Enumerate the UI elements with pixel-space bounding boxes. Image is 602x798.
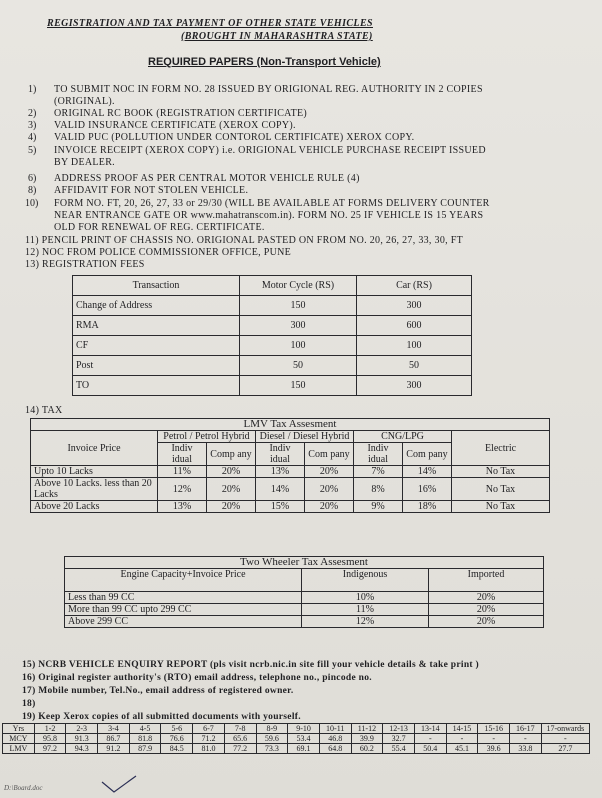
document-subtitle: REQUIRED PAPERS (Non-Transport Vehicle) xyxy=(148,56,381,68)
table-cell: 20% xyxy=(429,592,544,604)
column-header: 3-4 xyxy=(98,724,130,734)
table-header-row xyxy=(73,276,472,296)
item-text: 12) NOC FROM POLICE COMMISSIONER OFFICE, PUNE xyxy=(25,247,292,258)
column-header: 4-5 xyxy=(129,724,161,734)
item-number: 6) xyxy=(28,173,37,184)
column-header: 6-7 xyxy=(193,724,225,734)
table-cell: 150 xyxy=(240,376,357,396)
table-cell: 11% xyxy=(302,604,429,616)
column-header: 5-6 xyxy=(161,724,193,734)
item-text: AFFIDAVIT FOR NOT STOLEN VEHICLE. xyxy=(54,185,249,196)
table-row xyxy=(73,356,472,376)
table-row xyxy=(73,316,472,336)
column-header: 9-10 xyxy=(288,724,320,734)
two-wheeler-tax-table xyxy=(64,556,544,628)
table-cell: 11% xyxy=(158,466,207,478)
table-cell: 45.1 xyxy=(446,744,478,754)
item-text: 13) REGISTRATION FEES xyxy=(25,259,145,270)
table-cell: Above 10 Lacks. less than 20 Lacks xyxy=(31,478,158,501)
table-cell: - xyxy=(541,734,589,744)
table-header-row xyxy=(31,431,550,443)
column-subheader: Indiv idual xyxy=(354,443,403,466)
table-cell: 13% xyxy=(256,466,305,478)
column-header: CNG/LPG xyxy=(354,431,452,443)
table-cell: Upto 10 Lacks xyxy=(31,466,158,478)
column-header: 17-onwards xyxy=(541,724,589,734)
table-cell: LMV xyxy=(3,744,35,754)
table-cell: 12% xyxy=(302,616,429,628)
pen-mark-icon xyxy=(100,774,140,796)
table-cell: 9% xyxy=(354,501,403,513)
column-header: 8-9 xyxy=(256,724,288,734)
table-row xyxy=(65,616,544,628)
table-cell: 14% xyxy=(256,478,305,501)
item-text: FORM NO. FT, 20, 26, 27, 33 or 29/30 (WILL BE AVAILABLE AT FORMS DELIVERY COUNTER xyxy=(54,198,490,209)
item-number: 2) xyxy=(28,108,37,119)
table-cell: 13% xyxy=(158,501,207,513)
item-number: 10) xyxy=(25,198,39,209)
table-cell: 55.4 xyxy=(383,744,415,754)
table-cell: 20% xyxy=(305,501,354,513)
table-cell: 20% xyxy=(429,604,544,616)
column-header: 2-3 xyxy=(66,724,98,734)
depreciation-table xyxy=(2,723,590,754)
table-cell: 46.8 xyxy=(319,734,351,744)
table-cell: 91.3 xyxy=(66,734,98,744)
table-cell: 100 xyxy=(240,336,357,356)
table-row xyxy=(31,478,550,501)
column-header: 12-13 xyxy=(383,724,415,734)
column-header: Electric xyxy=(452,431,550,466)
table-row xyxy=(73,336,472,356)
table-cell: 69.1 xyxy=(288,744,320,754)
tax-section-label: 14) TAX xyxy=(25,405,63,416)
table-header-row xyxy=(3,724,590,734)
table-cell: 91.2 xyxy=(98,744,130,754)
column-header: Engine Capacity+Invoice Price xyxy=(65,569,302,592)
item-text: 18) xyxy=(22,699,36,709)
table-cell: 94.3 xyxy=(66,744,98,754)
column-header: Imported xyxy=(429,569,544,592)
table-cell: 12% xyxy=(158,478,207,501)
table-cell: 87.9 xyxy=(129,744,161,754)
table-cell: 76.6 xyxy=(161,734,193,744)
table-cell: Change of Address xyxy=(73,296,240,316)
table-cell: 7% xyxy=(354,466,403,478)
column-header: Petrol / Petrol Hybrid xyxy=(158,431,256,443)
item-text: BY DEALER. xyxy=(54,157,115,168)
table-cell: 50 xyxy=(357,356,472,376)
table-cell: 27.7 xyxy=(541,744,589,754)
item-text: 15) NCRB VEHICLE ENQUIRY REPORT (pls visit ncrb.nic.in site fill your vehicle details & take print ) xyxy=(22,660,480,670)
table-cell: No Tax xyxy=(452,501,550,513)
table-header-row xyxy=(65,569,544,592)
table-cell: 97.2 xyxy=(34,744,66,754)
table-cell: 81.0 xyxy=(193,744,225,754)
table-cell: No Tax xyxy=(452,466,550,478)
table-cell: 300 xyxy=(357,296,472,316)
column-subheader: Com pany xyxy=(305,443,354,466)
table-cell: 20% xyxy=(207,478,256,501)
registration-fees-table xyxy=(72,275,472,396)
table-cell: 14% xyxy=(403,466,452,478)
column-header: Diesel / Diesel Hybrid xyxy=(256,431,354,443)
table-cell: 20% xyxy=(207,466,256,478)
item-text: VALID INSURANCE CERTIFICATE (XEROX COPY). xyxy=(54,120,296,131)
table-cell: 64.8 xyxy=(319,744,351,754)
table-cell: 100 xyxy=(357,336,472,356)
column-header: Yrs xyxy=(3,724,35,734)
table-cell: CF xyxy=(73,336,240,356)
table-cell: 95.8 xyxy=(34,734,66,744)
table-cell: - xyxy=(478,734,510,744)
column-header: Indigenous xyxy=(302,569,429,592)
header-line-2: (BROUGHT IN MAHARASHTRA STATE) xyxy=(181,31,373,42)
table-cell: 50 xyxy=(240,356,357,376)
table-cell: 20% xyxy=(429,616,544,628)
column-header: 14-15 xyxy=(446,724,478,734)
table-cell: 16% xyxy=(403,478,452,501)
column-header: Transaction xyxy=(73,276,240,296)
table-cell: 84.5 xyxy=(161,744,193,754)
column-subheader: Indiv idual xyxy=(158,443,207,466)
table-cell: 50.4 xyxy=(414,744,446,754)
item-text: (ORIGINAL). xyxy=(54,96,115,107)
table-cell: 20% xyxy=(305,466,354,478)
table-cell: 8% xyxy=(354,478,403,501)
table-cell: - xyxy=(510,734,542,744)
column-header: Invoice Price xyxy=(31,431,158,466)
table-cell: 60.2 xyxy=(351,744,383,754)
item-number: 3) xyxy=(28,120,37,131)
table-cell: - xyxy=(414,734,446,744)
table-cell: 300 xyxy=(240,316,357,336)
table-cell: Less than 99 CC xyxy=(65,592,302,604)
table-cell: 600 xyxy=(357,316,472,336)
item-text: OLD FOR RENEWAL OF REG. CERTIFICATE. xyxy=(54,222,265,233)
table-cell: 32.7 xyxy=(383,734,415,744)
table-cell: 18% xyxy=(403,501,452,513)
column-header: Motor Cycle (RS) xyxy=(240,276,357,296)
table-cell: 81.8 xyxy=(129,734,161,744)
item-text: 16) Original register authority's (RTO) email address, telephone no., pincode no. xyxy=(22,673,372,683)
item-number: 4) xyxy=(28,132,37,143)
item-number: 5) xyxy=(28,145,37,156)
table-cell: 10% xyxy=(302,592,429,604)
table-cell: - xyxy=(446,734,478,744)
table-cell: 20% xyxy=(305,478,354,501)
item-text: VALID PUC (POLLUTION UNDER CONTOROL CERTIFICATE) XEROX COPY. xyxy=(54,132,415,143)
item-number: 8) xyxy=(28,185,37,196)
table-row xyxy=(65,592,544,604)
table-title-row xyxy=(65,557,544,569)
item-text: ORIGINAL RC BOOK (REGISTRATION CERTIFICATE) xyxy=(54,108,308,119)
item-text: 19) Keep Xerox copies of all submitted documents with yourself. xyxy=(22,712,301,722)
column-header: 1-2 xyxy=(34,724,66,734)
item-text: ADDRESS PROOF AS PER CENTRAL MOTOR VEHICLE RULE (4) xyxy=(54,173,360,184)
table-cell: 65.6 xyxy=(224,734,256,744)
header-line-1: REGISTRATION AND TAX PAYMENT OF OTHER STATE VEHICLES xyxy=(47,18,373,29)
table-cell: Post xyxy=(73,356,240,376)
table-cell: 150 xyxy=(240,296,357,316)
column-header: Car (RS) xyxy=(357,276,472,296)
table-cell: 20% xyxy=(207,501,256,513)
table-cell: 77.2 xyxy=(224,744,256,754)
table-row xyxy=(31,501,550,513)
table-cell: Above 20 Lacks xyxy=(31,501,158,513)
table-row xyxy=(73,376,472,396)
item-text: 17) Mobile number, Tel.No., email address of registered owner. xyxy=(22,686,294,696)
column-header: 10-11 xyxy=(319,724,351,734)
column-subheader: Comp any xyxy=(207,443,256,466)
table-row xyxy=(3,744,590,754)
table-cell: 86.7 xyxy=(98,734,130,744)
column-header: 16-17 xyxy=(510,724,542,734)
table-cell: 59.6 xyxy=(256,734,288,744)
table-cell: 73.3 xyxy=(256,744,288,754)
table-cell: No Tax xyxy=(452,478,550,501)
lmv-tax-table xyxy=(30,418,550,513)
column-header: 7-8 xyxy=(224,724,256,734)
footer-file-mark: D:\Board.doc xyxy=(4,784,43,792)
table-title: Two Wheeler Tax Assesment xyxy=(65,557,544,569)
column-subheader: Com pany xyxy=(403,443,452,466)
table-title: LMV Tax Assesment xyxy=(31,419,550,431)
table-cell: 39.6 xyxy=(478,744,510,754)
item-text: 11) PENCIL PRINT OF CHASSIS NO. ORIGIONAL PASTED ON FROM NO. 20, 26, 27, 33, 30, FT xyxy=(25,235,463,246)
table-cell: 39.9 xyxy=(351,734,383,744)
table-cell: 300 xyxy=(357,376,472,396)
item-text: INVOICE RECEIPT (XEROX COPY) i.e. ORIGIONAL VEHICLE PURCHASE RECEIPT ISSUED xyxy=(54,145,486,156)
table-cell: RMA xyxy=(73,316,240,336)
table-cell: MCY xyxy=(3,734,35,744)
table-cell: TO xyxy=(73,376,240,396)
table-row xyxy=(3,734,590,744)
table-title-row xyxy=(31,419,550,431)
table-cell: 33.8 xyxy=(510,744,542,754)
table-cell: 53.4 xyxy=(288,734,320,744)
table-cell: 71.2 xyxy=(193,734,225,744)
item-text: NEAR ENTRANCE GATE OR www.mahatranscom.in). FORM NO. 25 IF VEHICLE IS 15 YEARS xyxy=(54,210,484,221)
column-subheader: Indiv idual xyxy=(256,443,305,466)
table-row xyxy=(31,466,550,478)
item-text: TO SUBMIT NOC IN FORM NO. 28 ISSUED BY ORIGIONAL REG. AUTHORITY IN 2 COPIES xyxy=(54,84,483,95)
table-row xyxy=(73,296,472,316)
column-header: 15-16 xyxy=(478,724,510,734)
column-header: 13-14 xyxy=(414,724,446,734)
column-header: 11-12 xyxy=(351,724,383,734)
table-cell: 15% xyxy=(256,501,305,513)
table-cell: More than 99 CC upto 299 CC xyxy=(65,604,302,616)
item-number: 1) xyxy=(28,84,37,95)
table-row xyxy=(65,604,544,616)
table-cell: Above 299 CC xyxy=(65,616,302,628)
